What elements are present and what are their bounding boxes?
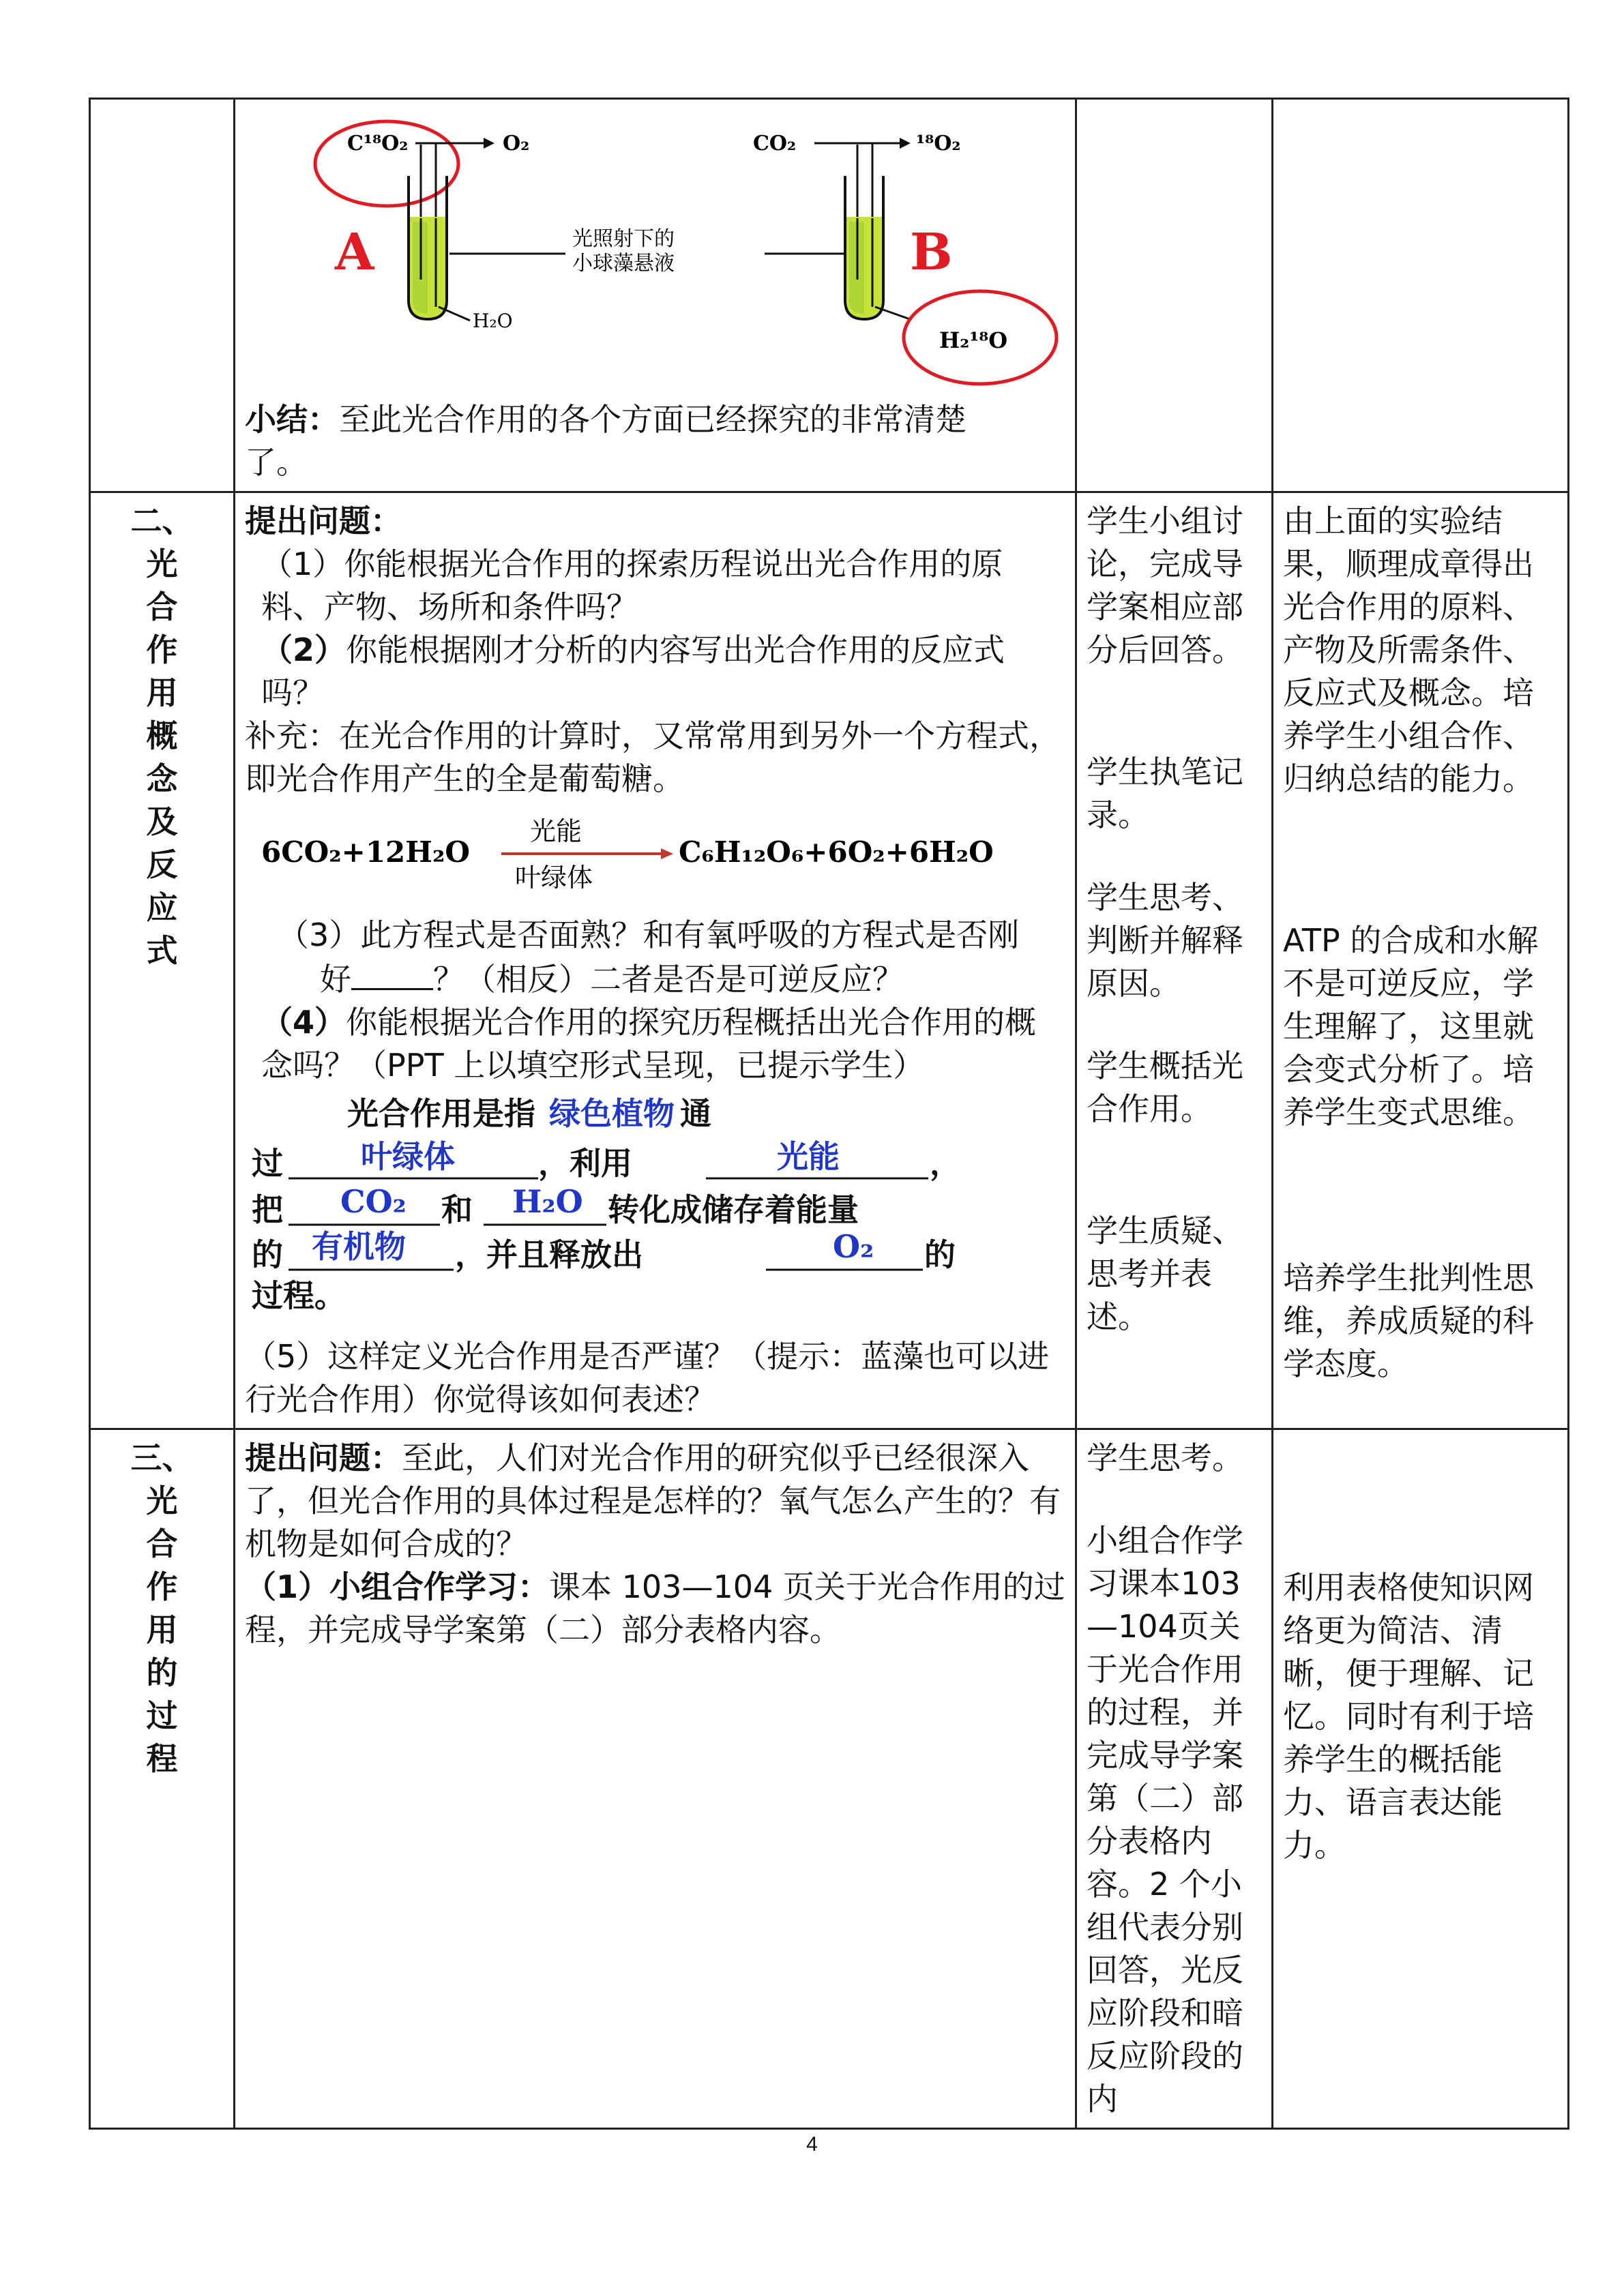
design-intent-3: 培养学生批判性思维，养成质疑的科学态度。 (1283, 1259, 1534, 1382)
section-cell-empty (90, 99, 235, 492)
question-3-line1: （3）此方程式是否面熟？和有氧呼吸的方程式是否刚 (278, 916, 1020, 953)
section-2-student-cell (1076, 492, 1273, 1429)
tube-a-letter: A (335, 223, 374, 282)
concept-line3-start: 把 (252, 1191, 283, 1228)
tube-a (315, 121, 529, 332)
student-activity-5: 学生质疑、思考并表述。 (1087, 1212, 1243, 1335)
student-activity-2: 学生执笔记录。 (1087, 754, 1243, 833)
concept-line1-start: 光合作用是指 (347, 1095, 535, 1132)
section-3-task (245, 1566, 1065, 1652)
suspension-label-line2: 小球藻悬液 (572, 252, 675, 275)
concept-line2-mid: ，利用 (538, 1145, 632, 1182)
tube-b-input-gas: CO₂ (753, 132, 797, 155)
student-activity-3: 学生思考、判断并解释原因。 (1087, 879, 1243, 1002)
tube-a-input-gas: C¹⁸O₂ (347, 132, 409, 155)
section-2-heading: 提出问题： (245, 503, 402, 539)
question-5: （5）这样定义光合作用是否严谨？（提示：蓝藻也可以进行光合作用）你觉得该如何表述？ (245, 1338, 1050, 1418)
question-3-suffix: ？（相反）二者是否是可逆反应？ (433, 961, 904, 998)
question-3-line2 (245, 957, 1065, 1001)
table-row-section-2 (90, 492, 1569, 1429)
concept-organic: 有机物 (312, 1228, 406, 1265)
section-3-number: 三、 (130, 1440, 194, 1476)
concept-line4-start: 的 (252, 1236, 283, 1273)
question-4-label: （4） (261, 1004, 346, 1041)
section-3-task-label: （1）小组合作学习： (245, 1568, 550, 1605)
section-3-student-cell (1076, 1429, 1273, 2129)
section-2-intent-cell (1273, 492, 1569, 1429)
content-cell-experiment (235, 99, 1076, 492)
tube-a-water-label: H₂O (473, 310, 513, 332)
concept-line2-end: ， (930, 1145, 961, 1182)
supplement-note: 补充：在光合作用的计算时，又常常用到另外一个方程式，即光合作用产生的全是葡萄糖。 (245, 717, 1061, 797)
design-intent-1: 由上面的实验结果，顺理成章得出光合作用的原料、产物及所需条件、反应式及概念。培养学生小组合作、归纳总结的能力。 (1283, 503, 1534, 797)
tube-b (753, 132, 1057, 384)
section-3-intent: 利用表格使知识网络更为简洁、清晰，便于理解、记忆。同时有利于培养学生的概括能力、语言表达能力。 (1283, 1569, 1534, 1864)
section-3-intro-text: 至此，人们对光合作用的研究似乎已经很深入了，但光合作用的具体过程是怎样的？氧气怎么产生的？有机物是如何合成的？ (245, 1440, 1061, 1562)
equation-condition-light: 光能 (530, 816, 582, 846)
question-2-label: （2） (261, 631, 346, 668)
section-3-task-text: 课本 103—104 页关于光合作用的过程，并完成导学案第（二）部分表格内容。 (245, 1568, 1065, 1648)
question-2 (245, 629, 1065, 715)
design-intent-2: ATP 的合成和水解不是可逆反应，学生理解了，这里就会变式分析了。培养学生变式思维。 (1283, 922, 1539, 1131)
fill-blank (351, 957, 433, 990)
section-3-student-2: 小组合作学习课本103—104页关于光合作用的过程，并完成导学案第（二）部分表格内容。2 个小组代表分别回答，光反应阶段和暗反应阶段的内 (1087, 1522, 1243, 2117)
summary-text: 至此光合作用的各个方面已经探究的非常清楚了。 (245, 401, 966, 481)
section-2-content-cell (235, 492, 1076, 1429)
question-1: （1）你能根据光合作用的探索历程说出光合作用的原料、产物、场所和条件吗？ (261, 546, 1003, 625)
section-3-title: 光合作用的过程 (146, 1482, 178, 1777)
tube-b-output-gas: ¹⁸O₂ (916, 132, 961, 155)
photosynthesis-equation (245, 801, 1063, 903)
question-3-prefix: 好 (320, 961, 351, 998)
design-intent-cell (1273, 99, 1569, 492)
student-activity-4: 学生概括光合作用。 (1087, 1047, 1243, 1127)
concept-line3-mid: 和 (441, 1191, 473, 1228)
student-activity-1: 学生小组讨论，完成导学案相应部分后回答。 (1087, 503, 1243, 668)
summary-label: 小结： (245, 401, 339, 438)
concept-fill-in-figure (245, 1087, 1063, 1312)
section-3-heading: 提出问题： (245, 1440, 402, 1476)
table-row-section-3 (90, 1429, 1569, 2129)
equation-products: C₆H₁₂O₆+6O₂+6H₂O (679, 835, 994, 869)
concept-o2: O₂ (833, 1228, 874, 1265)
concept-line1-end: 通 (680, 1095, 711, 1132)
section-3-student-1: 学生思考。 (1087, 1440, 1243, 1476)
tube-b-letter: B (910, 223, 953, 282)
question-4-text: 你能根据光合作用的探究历程概括出光合作用的概念吗？（PPT 上以填空形式呈现，已提示学生） (261, 1004, 1037, 1084)
tube-a-output-gas: O₂ (503, 132, 530, 155)
lesson-plan-table (89, 98, 1569, 2130)
isotope-experiment-figure (245, 102, 1070, 387)
section-3-intent-cell (1273, 1429, 1569, 2129)
equation-reactants: 6CO₂+12H₂O (261, 835, 470, 869)
section-3-intro (245, 1437, 1065, 1566)
tube-b-water-label: H₂¹⁸O (939, 327, 1008, 353)
concept-line5: 过程。 (252, 1277, 346, 1312)
concept-h2o: H₂O (512, 1183, 583, 1220)
concept-line3-end: 转化成储存着能量 (608, 1191, 859, 1228)
concept-co2: CO₂ (340, 1183, 407, 1220)
summary-paragraph (245, 398, 1065, 484)
student-activity-cell (1076, 99, 1273, 492)
suspension-label-line1: 光照射下的 (572, 227, 675, 251)
section-3-content-cell (235, 1429, 1076, 2129)
section-2-label-cell (90, 492, 235, 1429)
section-3-label-cell (90, 1429, 235, 2129)
concept-green-plants: 绿色植物 (549, 1095, 675, 1132)
concept-line4-mid: ，并且释放出 (455, 1236, 643, 1273)
table-row-experiment (90, 99, 1569, 492)
section-2-title: 光合作用概念及反应式 (146, 546, 178, 969)
page-number: 4 (806, 2133, 818, 2156)
concept-chloroplast: 叶绿体 (361, 1138, 455, 1175)
question-4 (245, 1001, 1065, 1087)
section-2-number: 二、 (130, 503, 194, 539)
equation-condition-chloroplast: 叶绿体 (515, 863, 593, 893)
concept-light-energy: 光能 (777, 1138, 840, 1175)
question-2-text: 你能根据刚才分析的内容写出光合作用的反应式吗？ (261, 631, 1005, 711)
concept-line2-start: 过 (252, 1145, 283, 1182)
concept-line4-end: 的 (924, 1236, 956, 1273)
